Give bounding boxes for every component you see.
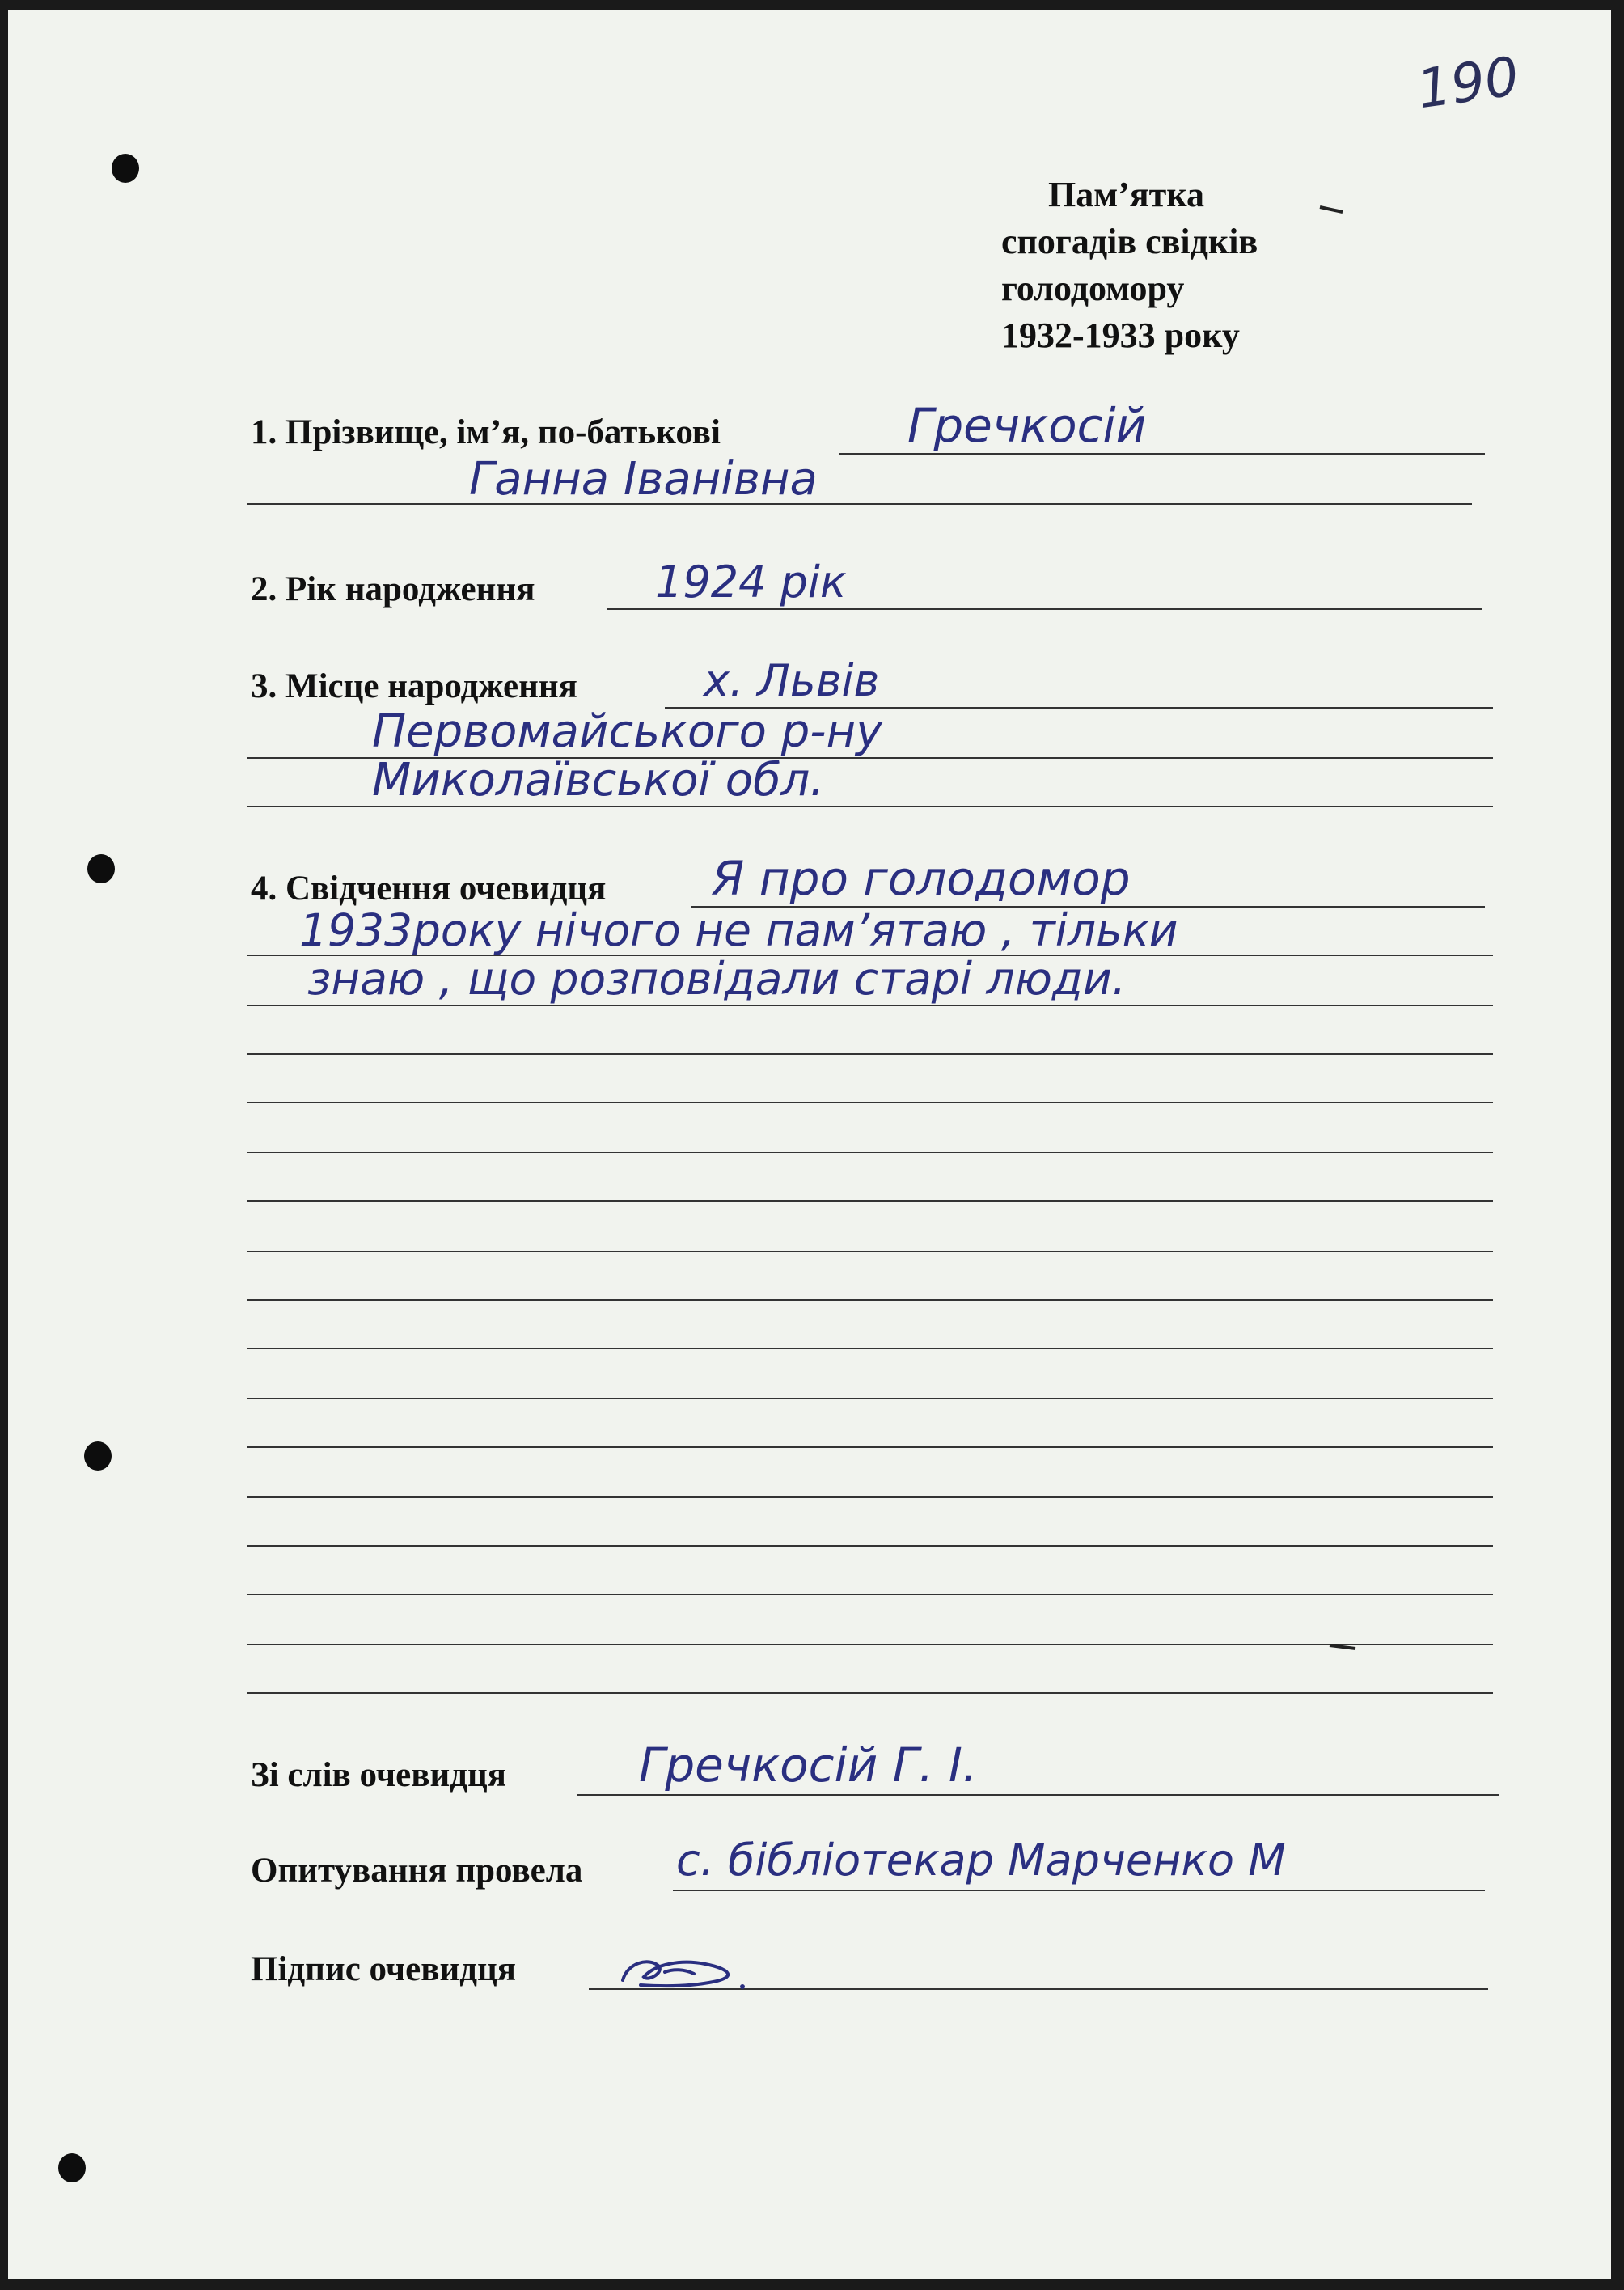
testimony-label: 4. Свідчення очевидця [251, 870, 607, 908]
testimony-blank-line [247, 1496, 1493, 1498]
interviewer-line [673, 1890, 1485, 1891]
birth-year-label: 2. Рік народження [251, 570, 535, 608]
testimony-blank-line [247, 1053, 1493, 1055]
name-value-1: Гречкосій [907, 398, 1147, 453]
testimony-blank-line [247, 1152, 1493, 1153]
title-line-4: 1932-1933 року [1001, 315, 1240, 355]
ink-mark [1318, 202, 1351, 218]
testimony-blank-line [247, 1692, 1493, 1694]
title-line-3: голодомору [1001, 269, 1185, 308]
from-words-label: Зі слів очевидця [251, 1756, 507, 1794]
testimony-blank-line [247, 1251, 1493, 1252]
interviewer-value: с. бібліотекар Марченко М [676, 1835, 1286, 1886]
from-words-line [577, 1794, 1499, 1796]
testimony-value-3: знаю , що розповідали старі люди. [307, 953, 1127, 1005]
testimony-blank-line [247, 1348, 1493, 1349]
ink-mark [1328, 1640, 1360, 1657]
handwritten-signature [616, 1948, 754, 2000]
birth-place-label: 3. Місце народження [251, 667, 577, 705]
testimony-line-3 [247, 1005, 1493, 1006]
page-number: 190 [1413, 44, 1523, 121]
punch-hole [112, 154, 139, 183]
birth-year-value: 1924 рік [655, 557, 847, 607]
signature-label: Підпис очевидця [251, 1950, 517, 1988]
title-line-1: Пам’ятка [1048, 175, 1204, 214]
document-title [1001, 171, 1258, 359]
testimony-blank-line [247, 1644, 1493, 1645]
birth-place-value-2: Первомайського р-ну [372, 705, 883, 758]
testimony-blank-line [247, 1299, 1493, 1301]
birth-place-value-3: Миколаївської обл. [372, 754, 825, 806]
punch-hole [87, 854, 115, 883]
from-words-value: Гречкосій Г. І. [639, 1738, 978, 1793]
document-page [8, 10, 1611, 2279]
name-label: 1. Прізвище, ім’я, по-батькові [251, 413, 721, 451]
punch-hole [84, 1441, 112, 1471]
punch-hole [58, 2153, 86, 2182]
interviewer-label: Опитування провела [251, 1852, 583, 1890]
testimony-blank-line [247, 1545, 1493, 1547]
birth-year-line [607, 608, 1482, 610]
birth-place-value-1: х. Львів [704, 655, 880, 706]
testimony-value-2: 1933року нічого не пам’ятаю , тільки [299, 904, 1178, 956]
name-line [839, 453, 1485, 455]
name-value-2: Ганна Іванівна [469, 453, 818, 506]
testimony-blank-line [247, 1398, 1493, 1399]
title-line-2: спогадів свідків [1001, 222, 1258, 261]
testimony-blank-line [247, 1594, 1493, 1595]
testimony-value-1: Я про голодомор [712, 851, 1131, 906]
testimony-blank-line [247, 1200, 1493, 1202]
name-line-2 [247, 503, 1472, 505]
testimony-blank-line [247, 1102, 1493, 1103]
testimony-blank-line [247, 1446, 1493, 1448]
